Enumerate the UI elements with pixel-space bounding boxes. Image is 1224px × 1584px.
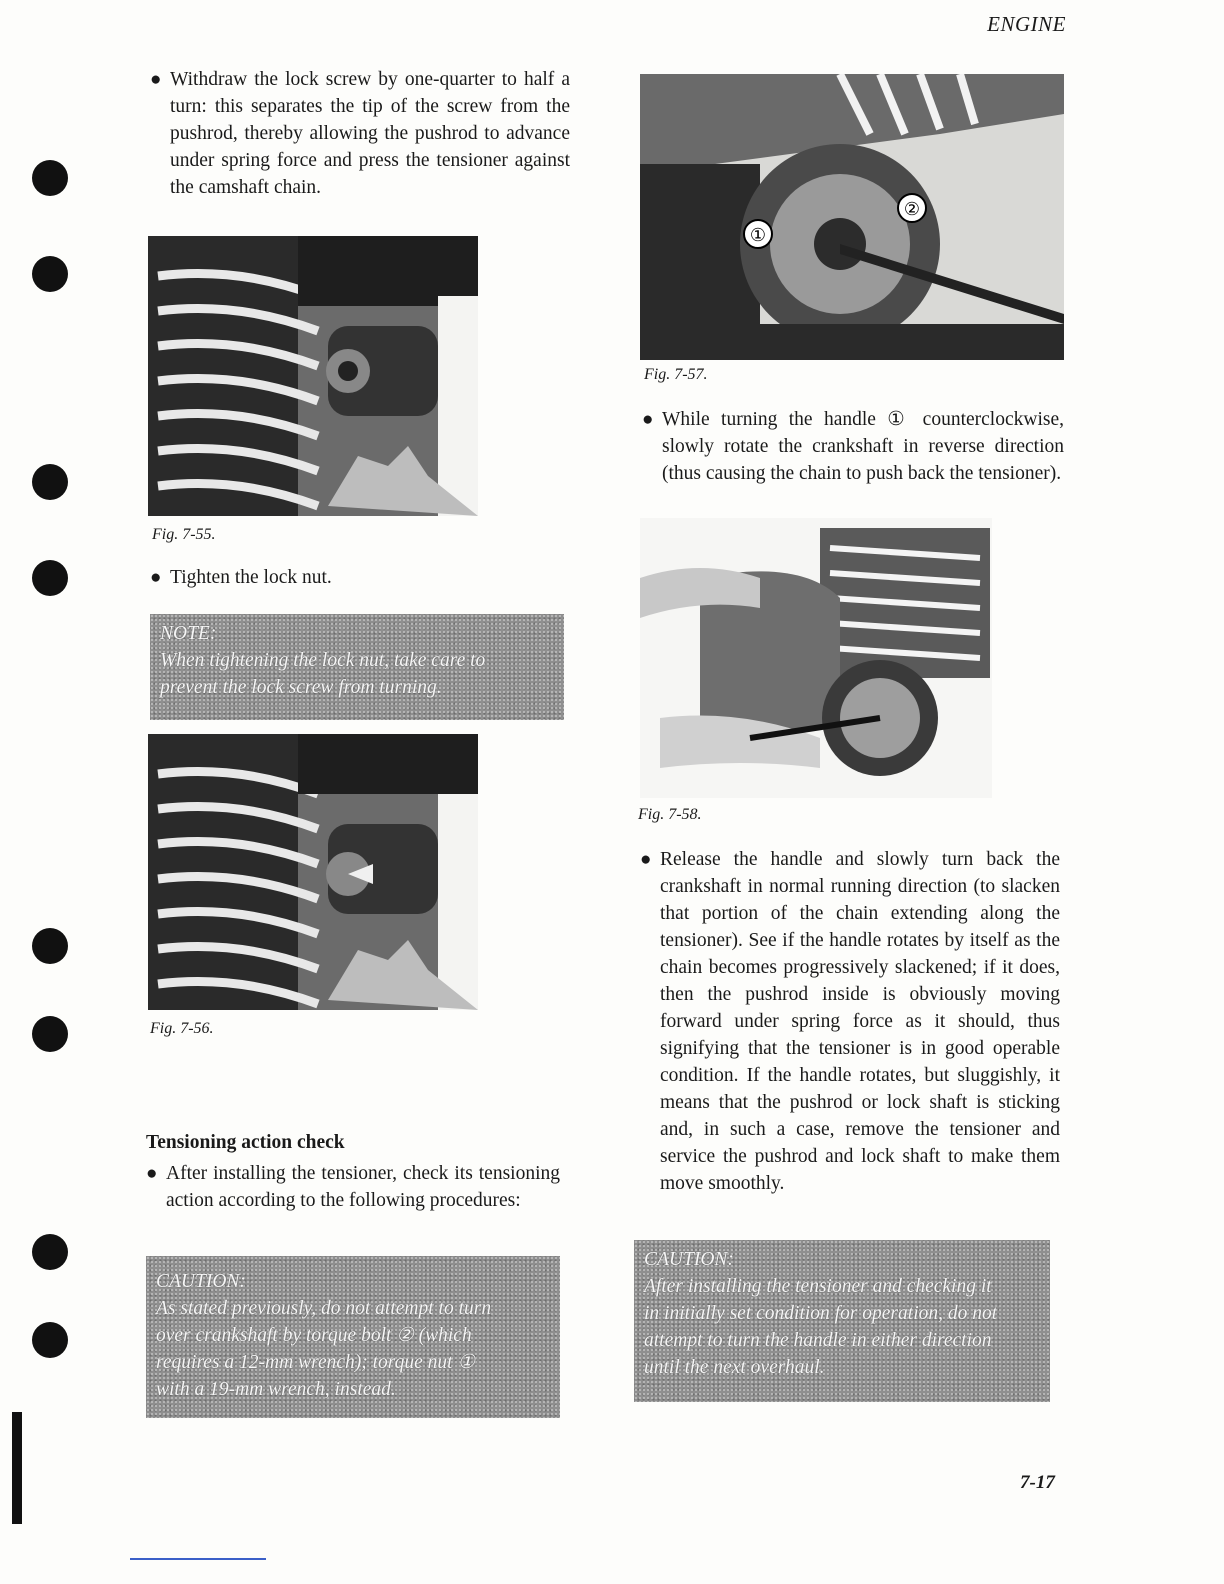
caution-line: until the next overhaul.	[644, 1357, 825, 1378]
binder-hole	[32, 1322, 68, 1358]
caution-line: with a 19-mm wrench, instead.	[156, 1379, 396, 1400]
instruction-text: Tighten the lock nut.	[170, 567, 332, 588]
list-item	[146, 1160, 560, 1214]
caution-title: CAUTION:	[156, 1271, 246, 1292]
figure-caption: Fig. 7-57.	[644, 366, 708, 383]
bullet: ●	[150, 567, 162, 588]
figure-caption: Fig. 7-55.	[152, 526, 216, 543]
bullet: ●	[640, 849, 652, 870]
figure-7-57-photo	[640, 74, 1064, 360]
caution-line: attempt to turn the handle in either direction	[644, 1330, 992, 1351]
caution-box	[634, 1240, 1050, 1402]
figure-7-58-photo	[640, 518, 992, 798]
binder-hole	[32, 1016, 68, 1052]
figure-label-2: ②	[903, 199, 921, 220]
instruction-text: After installing the tensioner, check its tensioning action according to the following procedures:	[166, 1163, 560, 1211]
bullet: ●	[150, 69, 162, 90]
list-item	[640, 846, 1060, 1197]
bullet: ●	[642, 409, 654, 430]
binder-hole	[32, 560, 68, 596]
note-box	[150, 614, 564, 720]
footer-rule	[130, 1558, 266, 1560]
binder-hole	[32, 256, 68, 292]
note-line: prevent the lock screw from turning.	[160, 677, 442, 698]
binder-hole	[32, 160, 68, 196]
instruction-text: Withdraw the lock screw by one-quarter to half a turn: this separates the tip of the screw from the pushrod, thereby allowing the pushrod to advance under spring force and press the tensioner against the camshaft chain.	[170, 69, 570, 198]
caution-title: CAUTION:	[644, 1249, 734, 1270]
instruction-text: Release the handle and slowly turn back the crankshaft in normal running direction (to slacken that portion of the chain extending along the tensioner). See if the handle rotates by itself as the chain becomes progressively slackened; if it does, then the pushrod inside is obviously moving forward under spring force as it should, thus signifying that the tensioner is in good operable condition. If the handle rotates, but sluggishly, it means that the pushrod or lock shaft is sticking and, in such a case, remove the tensioner and service the pushrod and lock shaft to make them move smoothly.	[660, 849, 1060, 1194]
binder-hole	[32, 1234, 68, 1270]
bullet: ●	[146, 1163, 158, 1184]
figure-7-55-photo	[148, 236, 478, 516]
caution-line: over crankshaft by torque bolt ② (which	[156, 1325, 472, 1346]
figure-caption: Fig. 7-56.	[150, 1020, 214, 1037]
caution-box	[146, 1256, 560, 1418]
list-item	[150, 66, 570, 201]
caution-line: in initially set condition for operation, do not	[644, 1303, 998, 1324]
caution-line: requires a 12-mm wrench); torque nut ①	[156, 1352, 475, 1373]
note-title: NOTE:	[160, 623, 217, 644]
binder-hole	[32, 464, 68, 500]
caution-line: As stated previously, do not attempt to turn	[156, 1298, 492, 1319]
margin-mark	[12, 1412, 22, 1524]
caution-line: After installing the tensioner and checking it	[644, 1276, 992, 1297]
list-item	[642, 406, 1064, 487]
list-item	[150, 564, 570, 591]
binder-hole	[32, 928, 68, 964]
page-number: 7-17	[1020, 1472, 1055, 1493]
page-header: ENGINE	[987, 12, 1066, 36]
instruction-text: While turning the handle ① counterclockwise, slowly rotate the crankshaft in reverse direction (thus causing the chain to push back the tensioner).	[662, 409, 1064, 484]
figure-label-1: ①	[749, 225, 767, 246]
figure-7-56-photo	[148, 734, 478, 1010]
figure-caption: Fig. 7-58.	[638, 806, 702, 823]
note-line: When tightening the lock nut, take care to	[160, 650, 486, 671]
section-title: Tensioning action check	[146, 1132, 345, 1153]
